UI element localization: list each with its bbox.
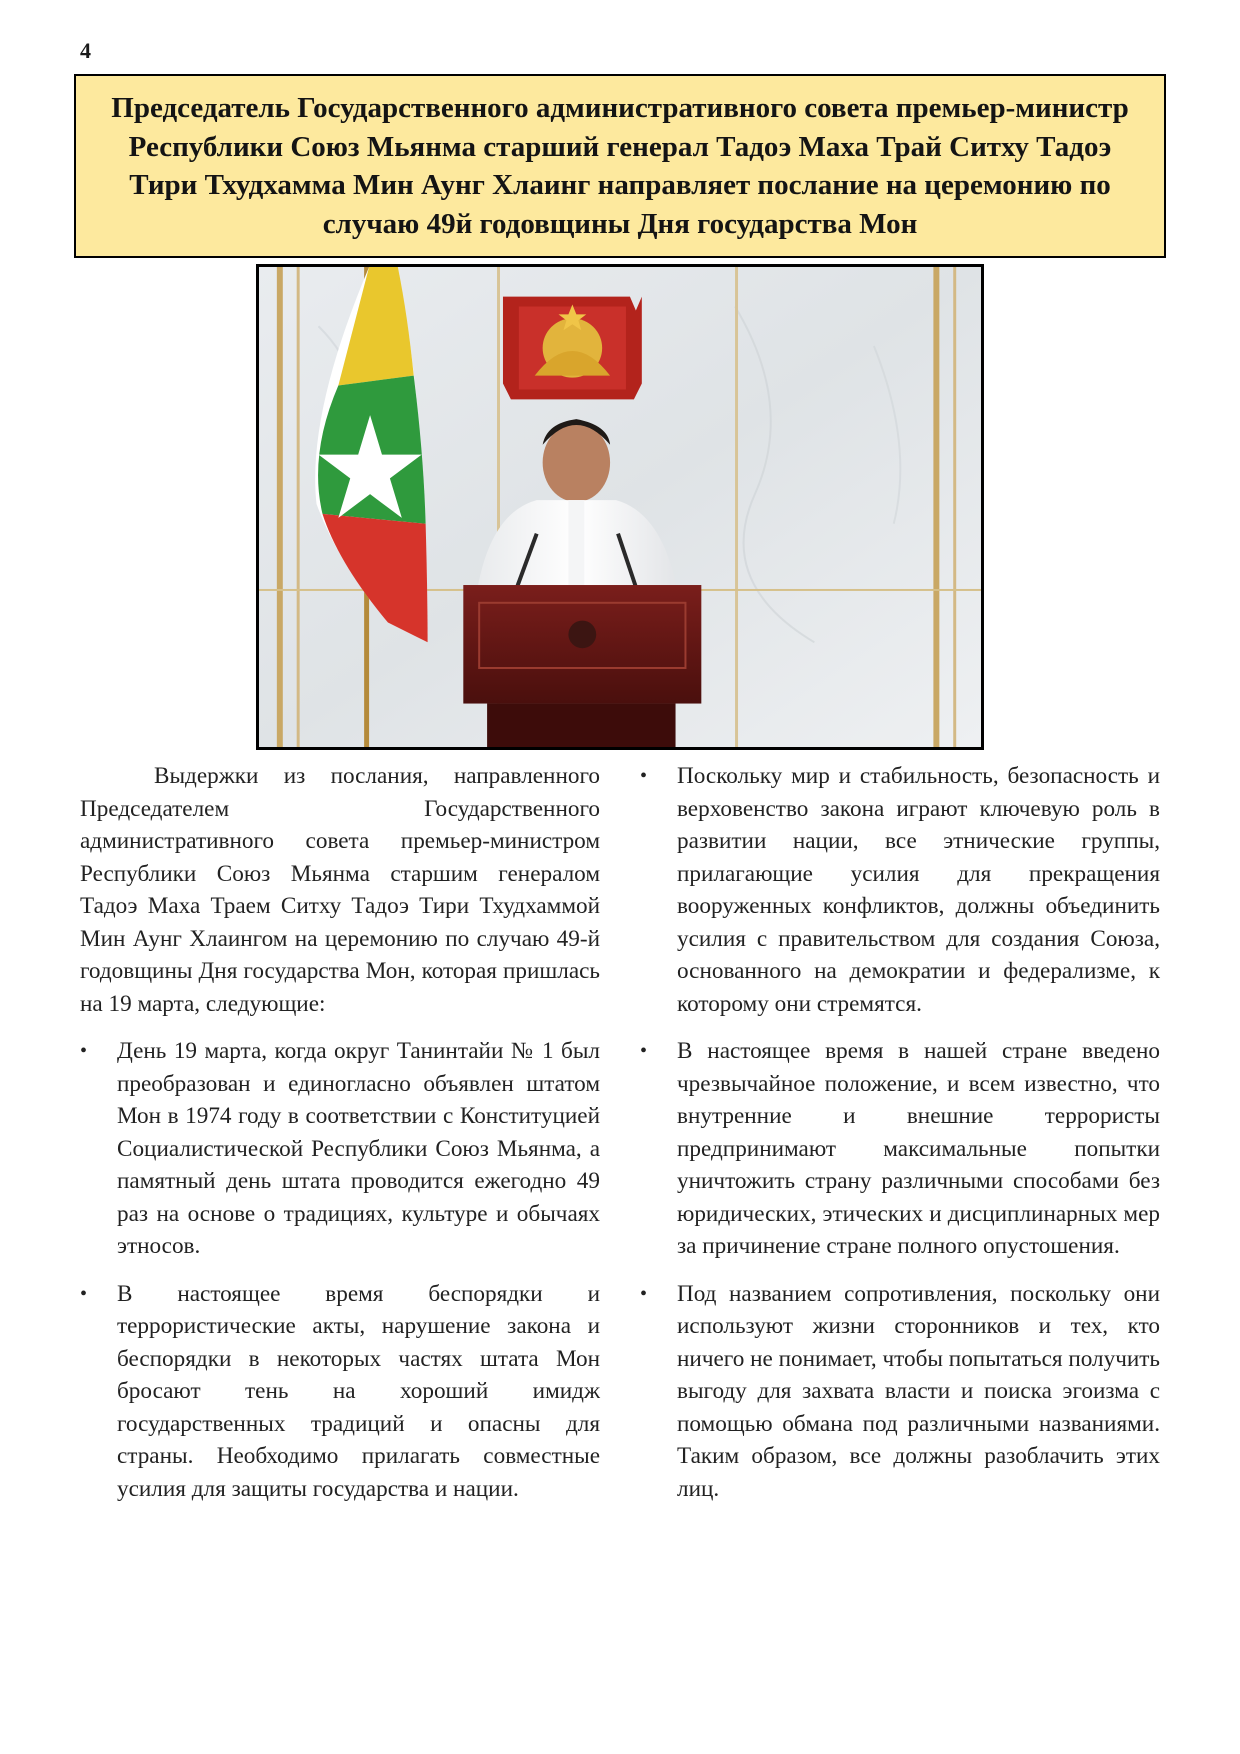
article-photo bbox=[256, 264, 984, 750]
list-item-text: Под названием сопротивления, поскольку они используют жизни сторонников и тех, кто ничего не понимает, чтобы попытаться получить выгоду для захвата власти и поиска эгоизма с помощью обмана под различными названиями. Таким образом, все должны разоблачить этих лиц. bbox=[677, 1280, 1160, 1502]
list-item bbox=[640, 1278, 1160, 1506]
article-title: Председатель Государственного административного совета премьер-министр Республики Союз Мьянма старший генерал Тадоэ Маха Трай Ситху Тадоэ Тири Тхудхамма Мин Аунг Хлаинг направляет послание на церемонию по случаю 49й годовщины Дня государства Мон bbox=[111, 92, 1129, 240]
page-number: 4 bbox=[80, 38, 91, 63]
list-item bbox=[640, 1035, 1160, 1263]
list-item-text: День 19 марта, когда округ Танинтайи № 1 был преобразован и единогласно объявлен штатом Мон в 1974 году в соответствии с Конституцией Социалистической Республики Союз Мьянма, а памятный день штата проводится ежегодно 49 раз на основе о традициях, культуре и обычаях этносов. bbox=[117, 1038, 600, 1259]
list-item bbox=[640, 760, 1160, 1020]
bullet-icon: • bbox=[640, 1282, 648, 1305]
intro-paragraph: Выдержки из послания, направленного Председателем Государственного административного совета премьер-министром Республики Союз Мьянма старшим генералом Тадоэ Маха Траем Ситху Тадоэ Тири Тхудхаммой Мин Аунг Хлаингом на церемонию по случаю 49-й годовщины Дня государства Мон, которая пришлась на 19 марта, следующие: bbox=[80, 763, 600, 1017]
list-item bbox=[80, 1278, 600, 1506]
bullet-icon: • bbox=[80, 1282, 88, 1305]
list-item bbox=[80, 1035, 600, 1263]
bullet-icon: • bbox=[640, 1040, 648, 1062]
left-bullet-list bbox=[80, 1035, 600, 1505]
title-box bbox=[74, 74, 1166, 258]
list-item-text: Поскольку мир и стабильность, безопасность и верховенство закона играют ключевую роль в развитии нации, все этнические группы, прилагающие усилия для прекращения вооруженных конфликтов, должны объединить усилия с правительством для создания Союза, основанного на демократии и федерализме, к которому они стремятся. bbox=[677, 763, 1160, 1017]
left-column bbox=[80, 760, 600, 1520]
list-item-text: В настоящее время в нашей стране введено чрезвычайное положение, и всем известно, что внутренние и внешние террористы предпринимают максимальные попытки уничтожить страну различными способами без юридических, этических и дисциплинарных мер за причинение стране полного опустошения. bbox=[677, 1038, 1160, 1259]
bullet-icon: • bbox=[640, 765, 648, 787]
right-column bbox=[640, 760, 1160, 1520]
bullet-icon: • bbox=[80, 1040, 88, 1062]
right-bullet-list bbox=[640, 760, 1160, 1505]
list-item-text: В настоящее время беспорядки и террористические акты, нарушение закона и беспорядки в некоторых частях штата Мон бросают тень на хороший имидж государственных традиций и опасны для страны. Необходимо прилагать совместные усилия для защиты государства и нации. bbox=[117, 1280, 600, 1502]
